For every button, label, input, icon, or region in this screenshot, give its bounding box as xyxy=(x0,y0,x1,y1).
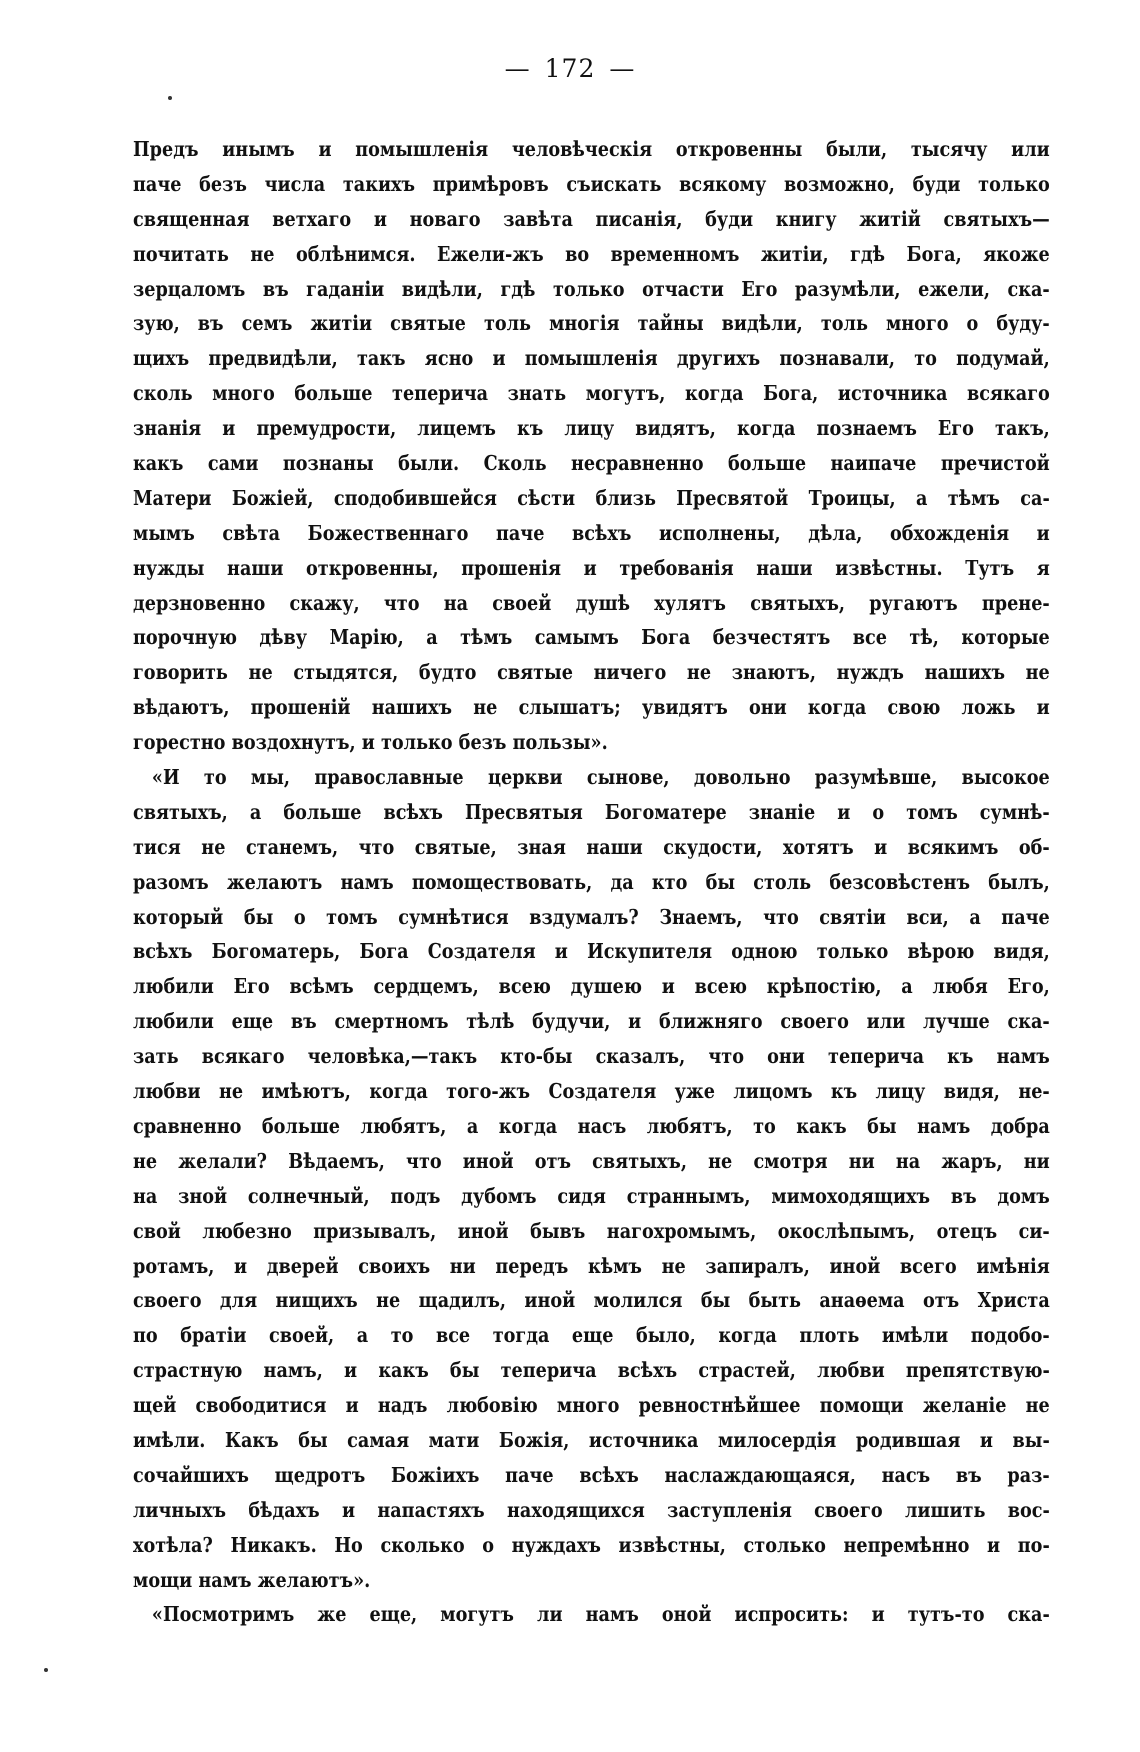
text-line: на зной солнечный, подъ дубомъ сидя страннымъ, мимоходящихъ въ домъ xyxy=(133,1183,1050,1208)
text-line: зать всякаго человѣка,—такъ кто-бы сказалъ, что они теперича къ намъ xyxy=(133,1044,1050,1069)
text-line: имѣли. Какъ бы самая мати Божія, источника милосердія родившая и вы- xyxy=(133,1427,1050,1452)
page-number-dash-right: — xyxy=(609,54,636,83)
text-line: щихъ предвидѣли, такъ ясно и помышленія другихъ познавали, то подумай, xyxy=(133,346,1050,371)
text-line: зую, въ семъ житіи святые толь многія тайны видѣли, толь много о буду- xyxy=(133,311,1050,336)
text-line: знанія и премудрости, лицемъ къ лицу видятъ, когда познаемъ Его такъ, xyxy=(133,416,1050,441)
scan-speck xyxy=(168,96,172,100)
text-line: «Посмотримъ же еще, могутъ ли намъ оной испросить: и тутъ-то ска- xyxy=(151,1602,1050,1627)
text-line: порочную дѣву Марію, а тѣмъ самымъ Бога безчестятъ все тѣ, которые xyxy=(133,625,1050,650)
text-line: всѣхъ Богоматерь, Бога Создателя и Искупителя одною только вѣрою видя, xyxy=(133,939,1050,964)
text-line: вѣдаютъ, прошеній нашихъ не слышатъ; увидятъ они когда свою ложь и xyxy=(133,695,1050,720)
text-line: нужды наши откровенны, прошенія и требованія наши извѣстны. Тутъ я xyxy=(133,555,1050,580)
text-line: сколь много больше теперича знать могутъ, когда Бога, источника всякаго xyxy=(133,381,1050,406)
text-line: «И то мы, православные церкви сынове, довольно разумѣвше, высокое xyxy=(151,765,1050,790)
page-number-value: 172 xyxy=(544,54,596,83)
page-number-dash-left: — xyxy=(504,54,531,83)
text-line: сравненно больше любятъ, а когда насъ любятъ, то какъ бы намъ добра xyxy=(133,1113,1050,1138)
text-line: любви не имѣютъ, когда того-жъ Создателя уже лицомъ къ лицу видя, не- xyxy=(133,1079,1050,1104)
text-line: Матери Божіей, сподобившейся сѣсти близь Пресвятой Троицы, а тѣмъ са- xyxy=(133,485,1050,510)
text-line: не желали? Вѣдаемъ, что иной отъ святыхъ, не смотря ни на жаръ, ни xyxy=(133,1148,1050,1173)
text-line: мощи намъ желаютъ». xyxy=(133,1567,371,1592)
text-line: хотѣла? Никакъ. Но сколько о нуждахъ извѣстны, столько непремѣнно и по- xyxy=(133,1532,1050,1557)
text-line: паче безъ числа такихъ примѣровъ съискать всякому возможно, буди только xyxy=(133,171,1050,196)
text-line: сочайшихъ щедротъ Божіихъ паче всѣхъ наслаждающаяся, насъ въ раз- xyxy=(133,1462,1050,1487)
text-line: священная ветхаго и новаго завѣта писанія, буди книгу житій святыхъ— xyxy=(133,206,1050,231)
text-line: свой любезно призывалъ, иной бывъ нагохромымъ, окослѣпымъ, отецъ си- xyxy=(133,1218,1050,1243)
text-line: своего для нищихъ не щадилъ, иной молился бы быть анаѳема отъ Христа xyxy=(133,1288,1050,1313)
text-line: святыхъ, а больше всѣхъ Пресвятыя Богоматере знаніе и о томъ сумнѣ- xyxy=(133,799,1050,824)
text-line: дерзновенно скажу, что на своей душѣ хулятъ святыхъ, ругаютъ прене- xyxy=(133,590,1050,615)
text-line: говорить не стыдятся, будто святые ничего не знаютъ, нуждъ нашихъ не xyxy=(133,660,1050,685)
text-line: страстную намъ, и какъ бы теперича всѣхъ страстей, любви препятствую- xyxy=(133,1358,1050,1383)
text-line: личныхъ бѣдахъ и напастяхъ находящихся заступленія своего лишить вос- xyxy=(133,1497,1050,1522)
text-line: какъ сами познаны были. Сколь несравненно больше наипаче пречистой xyxy=(133,451,1050,476)
text-line: зерцаломъ въ гаданіи видѣли, гдѣ только отчасти Его разумѣли, ежели, ска- xyxy=(133,276,1050,301)
text-line: который бы о томъ сумнѣтися вздумалъ? Знаемъ, что святіи вси, а паче xyxy=(133,904,1050,929)
text-line: любили Его всѣмъ сердцемъ, всею душею и всею крѣпостію, а любя Его, xyxy=(133,974,1050,999)
text-line: горестно воздохнутъ, и только безъ пользы». xyxy=(133,730,608,755)
scan-speck xyxy=(44,1668,48,1672)
text-line: ротамъ, и дверей своихъ ни передъ кѣмъ не запиралъ, иной всего имѣнія xyxy=(133,1253,1050,1278)
text-line: Предъ инымъ и помышленія человѣческія откровенны были, тысячу или xyxy=(133,137,1050,161)
text-line: щей свободитися и надъ любовію много ревностнѣйшее помощи желаніе не xyxy=(133,1393,1050,1418)
text-line: разомъ желаютъ намъ помоществовать, да кто бы столь безсовѣстенъ былъ, xyxy=(133,869,1050,894)
body-text xyxy=(133,132,1050,1632)
text-line: по братіи своей, а то все тогда еще было, когда плоть имѣли подобо- xyxy=(133,1323,1050,1348)
text-line: любили еще въ смертномъ тѣлѣ будучи, и ближняго своего или лучше ска- xyxy=(133,1009,1050,1034)
text-line: мымъ свѣта Божественнаго паче всѣхъ исполнены, дѣла, обхожденія и xyxy=(133,520,1050,545)
page-number xyxy=(0,54,1140,83)
text-line: тися не станемъ, что святые, зная наши скудости, хотятъ и всякимъ об- xyxy=(133,834,1050,859)
text-line: почитать не облѣнимся. Ежели-жъ во временномъ житіи, гдѣ Бога, якоже xyxy=(133,241,1050,266)
